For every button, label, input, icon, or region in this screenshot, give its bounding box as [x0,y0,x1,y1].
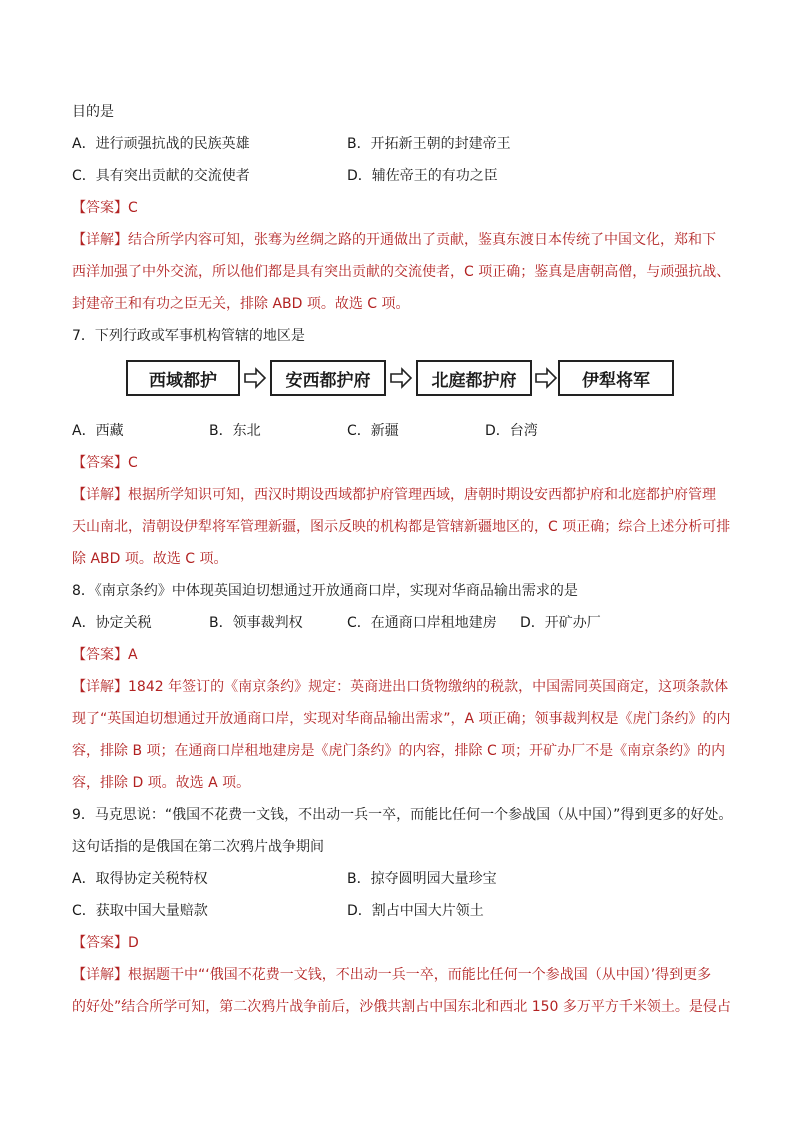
q9-answer: D [128,935,139,951]
q9-option-a: A．取得协定关税特权 [72,871,208,887]
q6-explain-line-3: 封建帝王和有功之臣无关，排除 ABD 项。故选 C 项。 [72,296,410,312]
q8-explain-line-4: 容，排除 D 项。故选 A 项。 [72,775,251,791]
q9-stem-line-2: 这句话指的是俄国在第二次鸦片战争期间 [72,839,324,855]
q7-stem: 7．下列行政或军事机构管辖的地区是 [72,328,305,344]
q7-explain-line-3: 除 ABD 项。故选 C 项。 [72,551,228,567]
q8-answer-line [72,645,722,665]
flow-box-3: 北庭都护府 [416,360,532,396]
q8-option-c: C．在通商口岸租地建房 [347,615,497,631]
q7-answer-line [72,453,722,473]
flow-box-4: 伊犁将军 [558,360,674,396]
answer-tag: 【答案】 [72,455,128,471]
q9-explain-line-2: 的好处”结合所学可知，第二次鸦片战争前后，沙俄共割占中国东北和西北 150 多万平方千米领土。是侵占 [72,999,731,1015]
q8-option-d: D．开矿办厂 [520,615,601,631]
q7-answer: C [128,455,138,471]
q7-option-a: A．西藏 [72,423,124,439]
q7-option-d: D．台湾 [485,423,538,439]
q7-option-b: B．东北 [209,423,261,439]
q7-explain-line-2: 天山南北，清朝设伊犁将军管理新疆，图示反映的机构都是管辖新疆地区的，C 项正确；综合上述分析可排 [72,519,731,535]
q8-explain-line-2: 现了“英国迫切想通过开放通商口岸，实现对华商品输出需求”，A 项正确；领事裁判权是《虎门条约》的内 [72,711,731,727]
arrow-right-icon [389,366,413,390]
q6-stem-tail: 目的是 [72,104,114,120]
q6-option-c: C．具有突出贡献的交流使者 [72,168,250,184]
q8-option-a: A．协定关税 [72,615,152,631]
answer-tag: 【答案】 [72,647,128,663]
q7-explain-text-1: 根据所学知识可知，西汉时期设西域都护府管理西域，唐朝时期设安西都护府和北庭都护府管理 [128,487,716,503]
q6-answer-line [72,198,722,218]
q8-stem: 8．《南京条约》中体现英国迫切想通过开放通商口岸，实现对华商品输出需求的是 [72,583,578,599]
q7-explain-line-1 [72,485,722,505]
q6-explain-text-1: 结合所学内容可知，张骞为丝绸之路的开通做出了贡献，鉴真东渡日本传统了中国文化，郑和下 [128,232,716,248]
q9-option-b: B．掠夺圆明园大量珍宝 [347,871,497,887]
explain-tag: 【详解】 [72,679,128,695]
q6-option-d: D．辅佐帝王的有功之臣 [347,168,498,184]
q7-option-c: C．新疆 [347,423,399,439]
q8-option-b: B．领事裁判权 [209,615,303,631]
q8-explain-line-3: 容，排除 B 项；在通商口岸租地建房是《虎门条约》的内容，排除 C 项；开矿办厂不是《南京条约》的内 [72,743,726,759]
answer-tag: 【答案】 [72,200,128,216]
explain-tag: 【详解】 [72,487,128,503]
q6-explain-line-2: 西洋加强了中外交流，所以他们都是具有突出贡献的交流使者，C 项正确；鉴真是唐朝高僧，与顽强抗战、 [72,264,731,280]
q6-option-b: B．开拓新王朝的封建帝王 [347,136,511,152]
explain-tag: 【详解】 [72,232,128,248]
q9-answer-line [72,933,722,953]
q9-explain-line-1 [72,965,722,985]
q9-stem-line-1: 9．马克思说：“俄国不花费一文钱，不出动一兵一卒，而能比任何一个参战国（从中国）”得到更多的好处。 [72,807,733,823]
q8-explain-line-1 [72,677,729,697]
answer-tag: 【答案】 [72,935,128,951]
q6-explain-line-1 [72,230,722,250]
arrow-right-icon [243,366,267,390]
q8-answer: A [128,647,138,663]
q6-answer: C [128,200,138,216]
explain-tag: 【详解】 [72,967,128,983]
q8-explain-text-1: 1842 年签订的《南京条约》规定：英商进出口货物缴纳的税款，中国需同英国商定，这项条款体 [128,679,729,695]
q6-option-a: A．进行顽强抗战的民族英雄 [72,136,250,152]
q9-option-d: D．割占中国大片领土 [347,903,484,919]
flow-box-2: 安西都护府 [270,360,386,396]
q7-flow-diagram [126,360,674,400]
q9-option-c: C．获取中国大量赔款 [72,903,208,919]
arrow-right-icon [534,366,558,390]
q9-explain-text-1: 根据题干中“‘俄国不花费一文钱，不出动一兵一卒，而能比任何一个参战国（从中国）’得到更多 [128,967,712,983]
flow-box-1: 西域都护 [126,360,240,396]
